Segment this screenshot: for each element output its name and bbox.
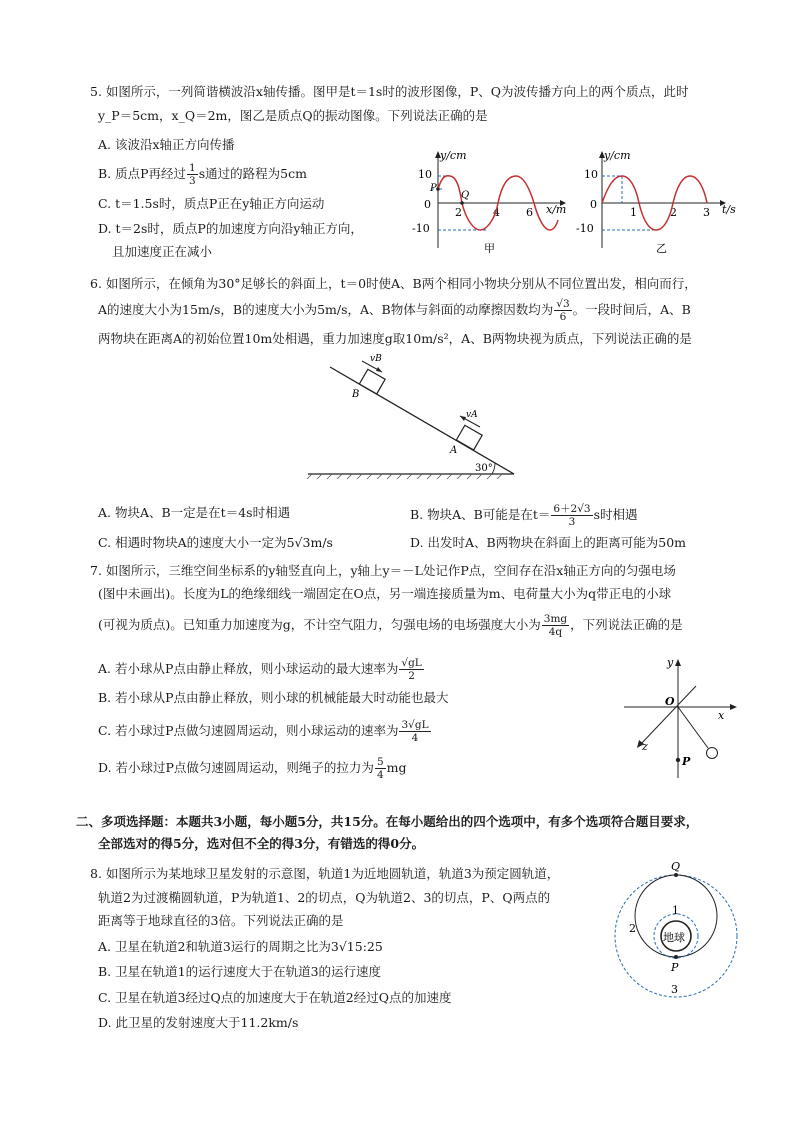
q8-option-b[interactable]: B. 卫星在轨道1的运行速度大于在轨道3的运行速度 [98,964,382,979]
q5-option-d-line2: 且加速度正在减小 [112,244,213,259]
q6-stem-line2-pre: A的速度大小为15m/s，B的速度大小为5m/s，A、B物体与斜面的动摩擦因数均为 [98,302,554,317]
q6-option-b-fraction [551,503,592,528]
point-q [674,873,678,877]
point-p [436,187,440,191]
q5-option-b-post: s通过的路程为5cm [198,166,307,181]
q6-option-c[interactable]: C. 相遇时物块A的速度大小一定为5√3m/s [98,535,333,550]
q8-orbit-figure [612,856,742,1001]
y-axis-arrow [675,659,681,666]
origin-label: 0 [424,198,431,211]
q6-stem-line3: 两物块在距离A的初始位置10m处相遇，重力加速度g取10m/s²，A、B两物块视为质点，下列说法正确的是 [98,331,692,346]
q7-stem-line1: 7. 如图所示，三维空间坐标系的y轴竖直向上，y轴上y＝－L处记作P点，空间存在沿x轴正方向的匀强电场 [90,563,676,578]
q7-option-c-pre: C. 若小球过P点做匀速圆周运动，则小球运动的速率为 [98,723,399,738]
velocity-b-arrowhead [376,367,382,372]
q7-stem-line3-post: ，下列说法正确的是 [570,617,683,632]
q6-mu-fraction [554,298,571,323]
q6-incline-figure [300,355,525,480]
y-tick-10: 10 [584,168,598,181]
q6-option-a[interactable]: A. 物块A、B一定是在t＝4s时相遇 [98,505,291,520]
fraction-denominator: 4q [548,626,563,638]
x-tick-6: 6 [526,206,533,219]
label-b: B [352,389,360,400]
t-axis-label: t/s [722,203,736,216]
q8-stem-line2: 轨道2为过渡椭圆轨道，P为轨道1、2的切点，Q为轨道2、3的切点，P、Q两点的 [98,890,551,905]
q5-stem-line1: 5. 如图所示，一列简谐横波沿x轴传播。图甲是t＝1s时的波形图像，P、Q为波传播方向上的两个质点，此时 [90,84,689,99]
q8-stem-line3: 距离等于地球直径的3倍。下列说法正确的是 [98,913,344,928]
q5-graph-jia [410,148,570,256]
fraction-denominator: 6 [559,311,567,323]
block-a [456,425,482,450]
label-a: A [450,445,458,456]
q6-option-d[interactable]: D. 出发时A、B两物块在斜面上的距离可能为50m [410,535,686,550]
orbit-2-label: 2 [629,922,636,935]
q5-graph-yi [576,148,740,256]
q7-field-fraction [542,613,569,638]
x-tick-4: 4 [493,206,500,219]
graph-caption-jia: 甲 [484,242,495,255]
fraction-denominator: 3 [568,516,576,528]
label-vb: vB [370,354,382,364]
label-p: P [671,961,679,974]
q8-option-d[interactable]: D. 此卫星的发射速度大于11.2km/s [98,1015,299,1030]
fraction-denominator: 4 [376,769,384,781]
x-axis-label: x/m [546,203,567,216]
fraction-numerator: 5 [376,756,384,768]
q7-option-d[interactable] [98,756,406,781]
charged-ball [707,748,718,759]
thread-line [678,707,708,748]
q7-option-c[interactable] [98,719,432,744]
q8-option-a[interactable]: A. 卫星在轨道2和轨道3运行的周期之比为3√15:25 [98,939,383,954]
t-tick-1: 1 [630,206,637,219]
t-tick-3: 3 [703,206,710,219]
x-axis-arrow [730,704,737,710]
origin-o-label: O [665,695,675,708]
q5-option-d-line1[interactable]: D. t＝2s时，质点P的加速度方向沿y轴正方向， [98,221,363,236]
origin-label: 0 [590,198,597,211]
block-b [359,369,385,394]
q7-option-a[interactable] [98,657,425,682]
z-axis-label: z [642,740,648,753]
point-p [676,758,680,762]
label-p: P [682,755,691,768]
x-tick-2: 2 [455,206,462,219]
orbit-1-label: 1 [672,904,679,917]
fraction-denominator: 4 [411,732,419,744]
q7-option-b[interactable]: B. 若小球从P点由静止释放，则小球的机械能最大时动能也最大 [98,690,449,705]
q6-option-b-pre: B. 物块A、B可能是在t＝ [410,507,551,522]
label-va: vA [466,410,478,420]
q7-option-d-post: mg [386,760,407,775]
q5-option-c[interactable]: C. t＝1.5s时，质点P正在y轴正方向运动 [98,196,325,211]
label-p: P [430,183,437,194]
q5-option-a[interactable]: A. 该波沿x轴正方向传播 [98,137,235,152]
earth-label: 地球 [663,931,685,944]
fraction-numerator: 3mg [543,613,568,625]
y-axis-label: y [667,656,674,669]
fraction-denominator: 3 [189,175,196,187]
t-tick-2: 2 [670,206,677,219]
fraction-numerator: 6＋2√3 [553,503,591,515]
q7-stem-line2: (图中未画出)。长度为L的绝缘细线一端固定在O点，另一端连接质量为m、电荷量大小为q带正电的小球 [98,586,672,601]
section2-header-line2: 全部选对的得5分，选对但不全的得3分，有错选的得0分。 [98,836,425,851]
q5-stem-line2: y_P＝5cm，x_Q＝2m，图乙是质点Q的振动图像。下列说法正确的是 [98,108,488,123]
fraction-numerator: √3 [556,298,570,310]
graph-caption-yi: 乙 [656,242,667,255]
fraction-numerator: √gL [401,657,422,669]
angle-label: 30° [475,463,493,474]
point-q [460,201,464,205]
q7-axes-figure [620,650,740,785]
incline-surface [330,367,514,474]
q8-option-c[interactable]: C. 卫星在轨道3经过Q点的加速度大于在轨道2经过Q点的加速度 [98,990,452,1005]
q6-stem-line2 [98,298,691,323]
q5-option-b[interactable] [98,162,307,187]
y-tick-10: 10 [418,168,432,181]
y-axis-label: y/cm [604,149,631,162]
q7-option-a-fraction [399,657,423,682]
fraction-numerator: 3√gL [401,719,429,731]
y-axis-label: y/cm [440,149,467,162]
ground-hatching [307,474,502,479]
orbit-3-label: 3 [671,983,678,996]
q7-option-d-pre: D. 若小球过P点做匀速圆周运动，则绳子的拉力为 [98,760,374,775]
q7-stem-line3 [98,613,683,638]
y-tick-neg10: -10 [576,222,594,235]
q6-stem-line1: 6. 如图所示，在倾角为30°足够长的斜面上，t＝0时使A、B两个相同小物块分别从不同位置出发，相向而行， [90,276,697,291]
q5-option-b-pre: B. 质点P再经过 [98,166,187,181]
q7-option-d-fraction [375,756,386,781]
label-q: Q [461,190,470,201]
fraction-numerator: 1 [189,162,196,174]
label-q: Q [671,860,681,873]
section2-header-line1: 二、多项选择题：本题共3小题，每小题5分，共15分。在每小题给出的四个选项中，有多个选项符合题目要求， [76,814,699,829]
q7-stem-line3-pre: (可视为质点)。已知重力加速度为g，不计空气阻力，匀强电场的电场强度大小为 [98,617,541,632]
point-p [674,955,678,959]
y-tick-neg10: -10 [412,222,430,235]
fraction-denominator: 2 [408,670,415,682]
q5-option-b-fraction [187,162,198,187]
q6-option-b-post: s时相遇 [593,507,638,522]
q6-stem-line2-post: 。一段时间后，A、B [572,302,691,317]
q7-option-a-pre: A. 若小球从P点由静止释放，则小球运动的最大速率为 [98,661,399,676]
x-axis-label: x [718,709,725,722]
q8-stem-line1: 8. 如图所示为某地球卫星发射的示意图，轨道1为近地圆轨道，轨道3为预定圆轨道， [90,866,560,881]
q6-option-b[interactable] [410,503,638,528]
q7-option-c-fraction [399,719,430,744]
